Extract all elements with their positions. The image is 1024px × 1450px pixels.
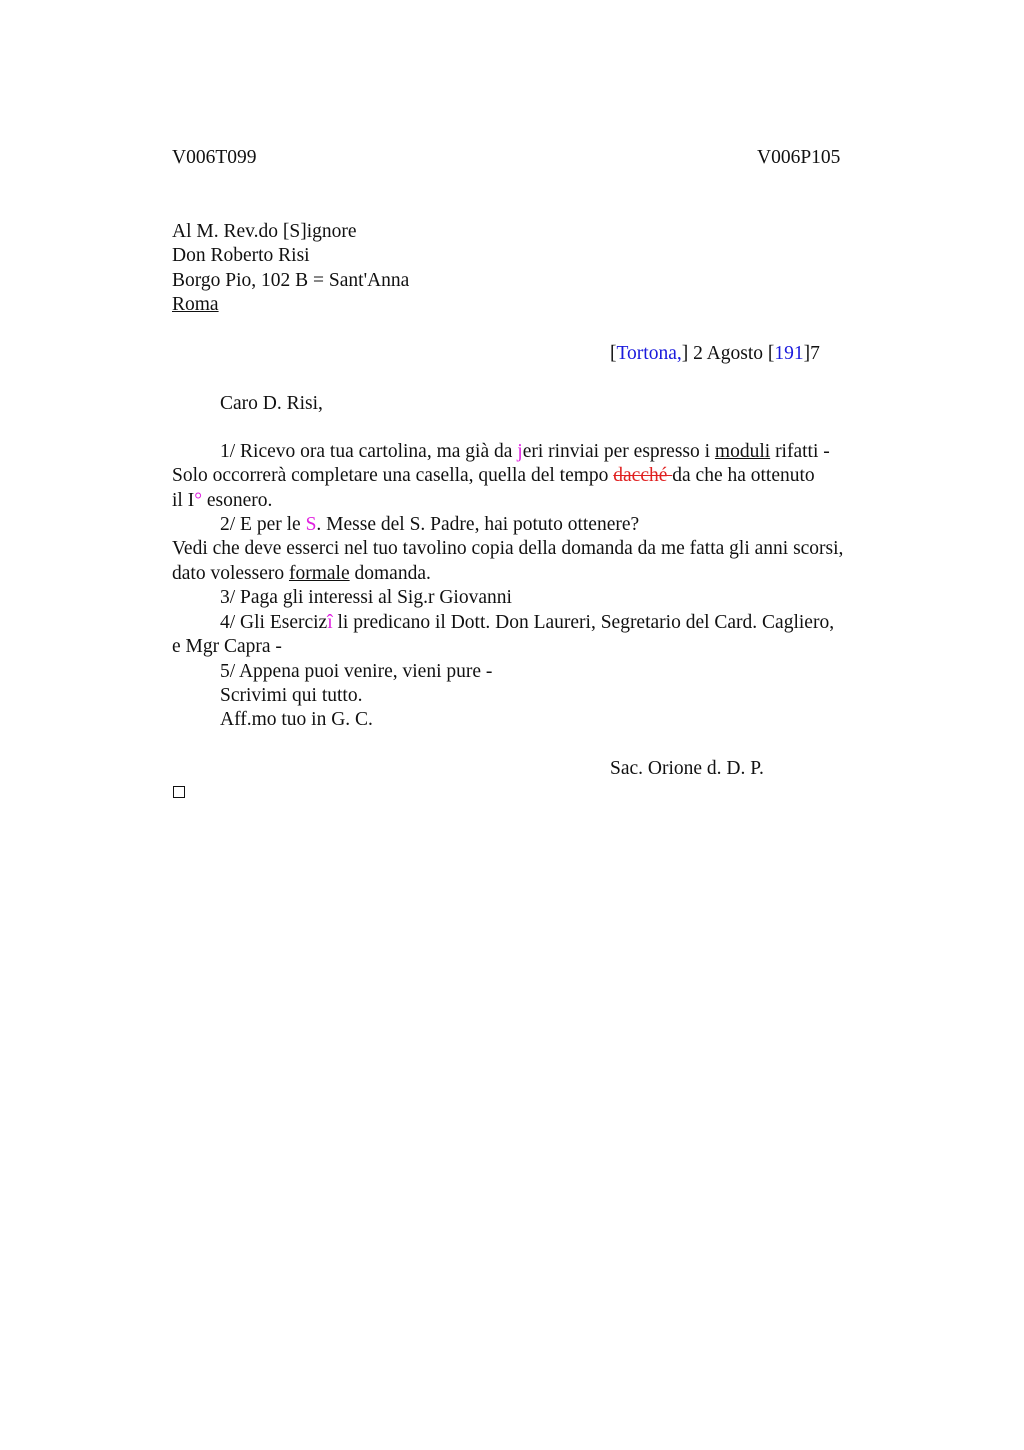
dateline <box>610 342 820 366</box>
dateline-year-part: 191 <box>774 343 804 364</box>
paragraph-1-line-3 <box>172 489 272 513</box>
paragraph-2-line-2: Vedi che deve esserci nel tuo tavolino copia della domanda da me fatta gli anni scorsi, <box>172 538 844 559</box>
address-line-1: Al M. Rev.do [S]ignore <box>172 221 357 242</box>
text-run: li predicano il Dott. Don Laureri, Segretario del Card. Cagliero, <box>332 612 835 633</box>
signature: Sac. Orione d. D. P. <box>610 758 764 779</box>
paragraph-1-line-2 <box>172 464 815 488</box>
paragraph-6: Scrivimi qui tutto. <box>220 685 363 706</box>
address-line-2: Don Roberto Risi <box>172 245 310 266</box>
paragraph-2-line-3 <box>172 562 431 586</box>
paragraph-3: 3/ Paga gli interessi al Sig.r Giovanni <box>220 587 512 608</box>
editor-mark: ° <box>194 490 203 511</box>
text-run: da che ha ottenuto <box>672 465 815 486</box>
text-run: dato volessero <box>172 563 289 584</box>
document-code-right: V006P105 <box>757 147 841 168</box>
text-run: . Messe del S. Padre, hai potuto ottenere? <box>316 514 640 535</box>
dateline-mid: ] 2 Agosto [ <box>681 343 775 364</box>
dateline-open: [ <box>610 343 617 364</box>
paragraph-2-line-1 <box>220 513 639 537</box>
paragraph-1-line-1 <box>220 440 830 464</box>
text-run: esonero. <box>202 490 273 511</box>
text-run: 1/ Ricevo ora tua cartolina, ma già da <box>220 441 518 462</box>
deleted-word: dacché <box>613 465 673 486</box>
editor-mark: j <box>517 441 523 462</box>
text-run: eri rinviai per espresso i <box>522 441 715 462</box>
address-line-3: Borgo Pio, 102 B = Sant'Anna <box>172 270 410 291</box>
dateline-close: ]7 <box>803 343 820 364</box>
editor-mark: î <box>327 612 333 633</box>
text-run: Solo occorrerà completare una casella, quella del tempo <box>172 465 614 486</box>
paragraph-5: 5/ Appena puoi venire, vieni pure - <box>220 661 493 682</box>
end-marker-box-icon <box>173 786 185 798</box>
text-run: il I <box>172 490 195 511</box>
dateline-place: Tortona, <box>616 343 682 364</box>
paragraph-4-line-2: e Mgr Capra - <box>172 636 282 657</box>
document-code-left: V006T099 <box>172 147 257 168</box>
underlined-word: formale <box>288 563 350 584</box>
editor-mark: S <box>305 514 317 535</box>
text-run: 2/ E per le <box>220 514 306 535</box>
address-city: Roma <box>172 294 219 315</box>
text-run: domanda. <box>349 563 431 584</box>
underlined-word: moduli <box>714 441 771 462</box>
paragraph-4-line-1 <box>220 611 834 635</box>
salutation: Caro D. Risi, <box>220 393 323 414</box>
text-run: rifatti - <box>770 441 830 462</box>
closing-line: Aff.mo tuo in G. C. <box>220 709 373 730</box>
text-run: 4/ Gli Esercizî <box>220 612 333 633</box>
